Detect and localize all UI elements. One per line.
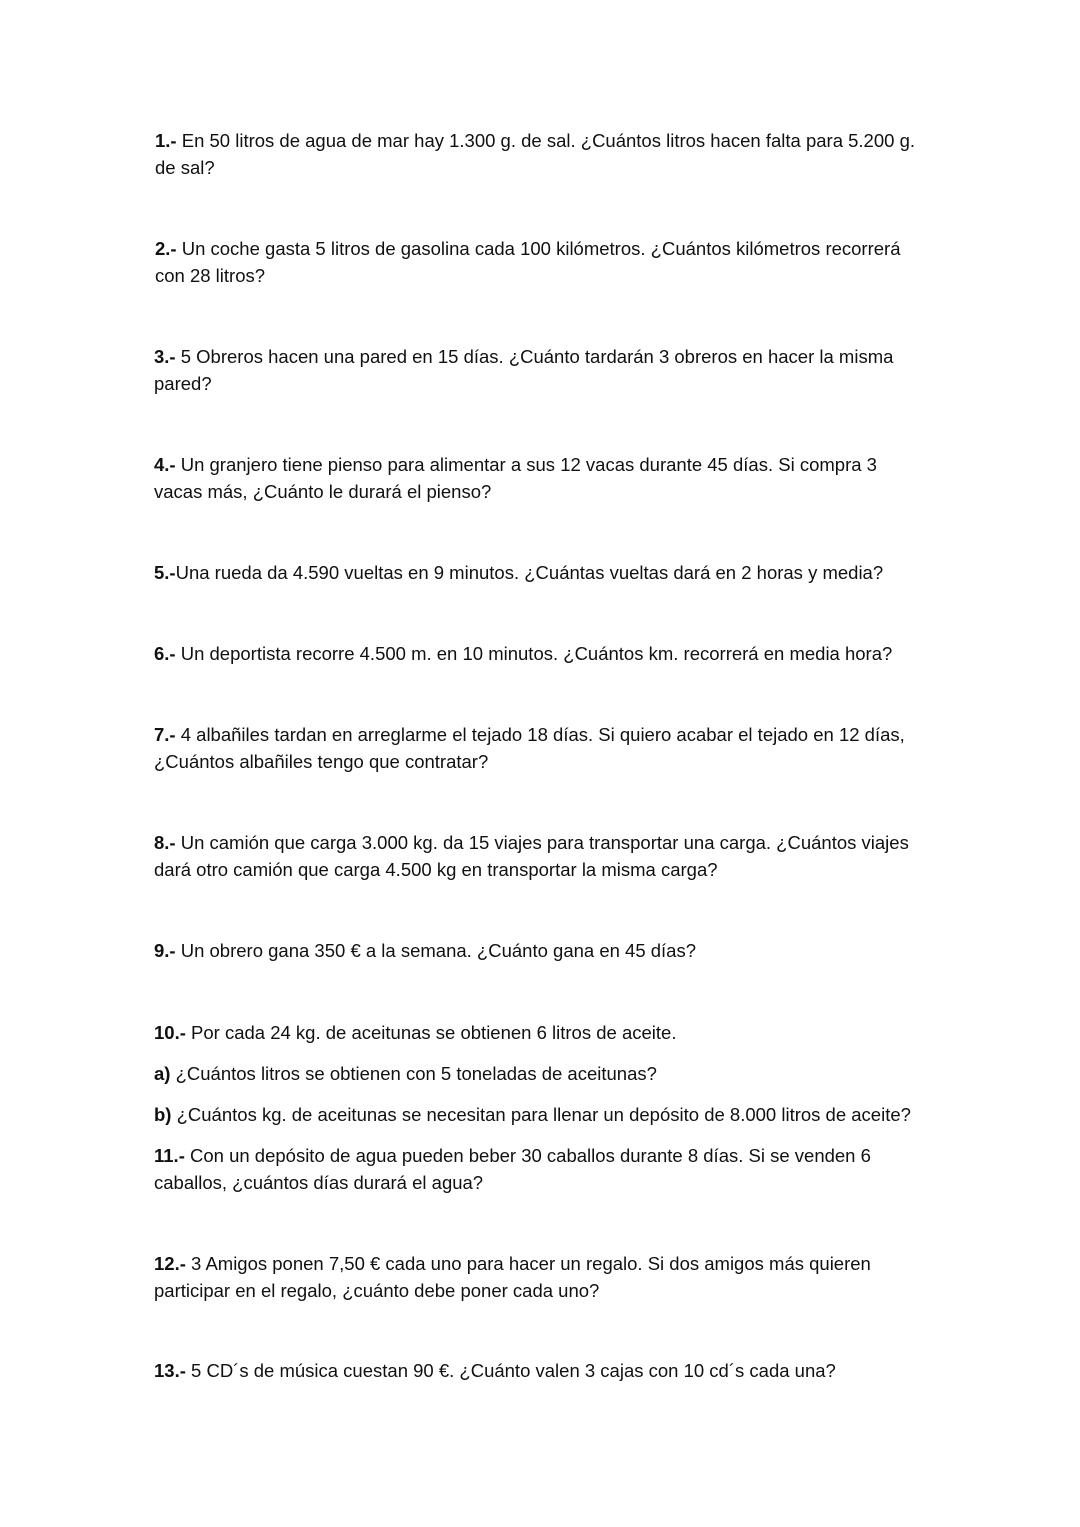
problem-3 <box>154 344 894 397</box>
problem-9 <box>154 938 934 965</box>
problem-text: Un coche gasta 5 litros de gasolina cada 100 kilómetros. ¿Cuántos kilómetros recorrerá con 28 litros? <box>155 238 901 286</box>
problem-number: 3.- <box>154 346 176 367</box>
problem-text: En 50 litros de agua de mar hay 1.300 g. de sal. ¿Cuántos litros hacen falta para 5.200 g. de sal? <box>155 130 915 178</box>
problem-text: Un camión que carga 3.000 kg. da 15 viajes para transportar una carga. ¿Cuántos viajes dará otro camión que carga 4.500 kg en transportar la misma carga? <box>154 832 909 880</box>
problem-2 <box>155 236 935 289</box>
problem-number: 1.- <box>155 130 177 151</box>
problem-number: 8.- <box>154 832 176 853</box>
problem-7 <box>154 722 914 775</box>
problem-6 <box>154 641 934 668</box>
problem-10a <box>154 1061 934 1088</box>
problem-4 <box>154 452 924 505</box>
problem-text: 5 Obreros hacen una pared en 15 días. ¿Cuánto tardarán 3 obreros en hacer la misma pared? <box>154 346 894 394</box>
problem-12 <box>154 1251 884 1304</box>
problem-text: 3 Amigos ponen 7,50 € cada uno para hacer un regalo. Si dos amigos más quieren participar en el regalo, ¿cuánto debe poner cada uno? <box>154 1253 871 1301</box>
problem-10b <box>154 1102 934 1129</box>
problem-number: 7.- <box>154 724 176 745</box>
problem-text: ¿Cuántos kg. de aceitunas se necesitan para llenar un depósito de 8.000 litros de aceite? <box>171 1104 911 1125</box>
problem-text: Con un depósito de agua pueden beber 30 caballos durante 8 días. Si se venden 6 caballos, ¿cuántos días durará el agua? <box>154 1145 871 1193</box>
problem-text: Un granjero tiene pienso para alimentar a sus 12 vacas durante 45 días. Si compra 3 vacas más, ¿Cuánto le durará el pienso? <box>154 454 877 502</box>
problem-text: Por cada 24 kg. de aceitunas se obtienen 6 litros de aceite. <box>185 1022 677 1043</box>
problem-text: 4 albañiles tardan en arreglarme el tejado 18 días. Si quiero acabar el tejado en 12 días, ¿Cuántos albañiles tengo que contratar? <box>154 724 905 772</box>
problem-text: ¿Cuántos litros se obtienen con 5 toneladas de aceitunas? <box>170 1063 657 1084</box>
problem-number: 2.- <box>155 238 177 259</box>
problem-text: Una rueda da 4.590 vueltas en 9 minutos. ¿Cuántas vueltas dará en 2 horas y media? <box>175 562 884 583</box>
problem-number: a) <box>154 1063 171 1084</box>
problem-number: b) <box>154 1104 172 1125</box>
problem-8 <box>154 830 914 883</box>
problem-number: 9.- <box>154 940 176 961</box>
problem-number: 10.- <box>154 1022 186 1043</box>
problem-13 <box>154 1358 934 1385</box>
problem-5 <box>154 560 934 587</box>
problem-text: Un obrero gana 350 € a la semana. ¿Cuánto gana en 45 días? <box>175 940 697 961</box>
problem-text: Un deportista recorre 4.500 m. en 10 minutos. ¿Cuántos km. recorrerá en media hora? <box>175 643 893 664</box>
problem-number: 6.- <box>154 643 176 664</box>
problem-11 <box>154 1143 934 1196</box>
problem-number: 11.- <box>154 1145 185 1166</box>
problem-number: 5.- <box>154 562 176 583</box>
problem-number: 4.- <box>154 454 176 475</box>
problem-1 <box>155 128 935 181</box>
problem-number: 13.- <box>154 1360 186 1381</box>
problem-10 <box>154 1020 934 1047</box>
problem-text: 5 CD´s de música cuestan 90 €. ¿Cuánto valen 3 cajas con 10 cd´s cada una? <box>185 1360 836 1381</box>
problem-number: 12.- <box>154 1253 186 1274</box>
